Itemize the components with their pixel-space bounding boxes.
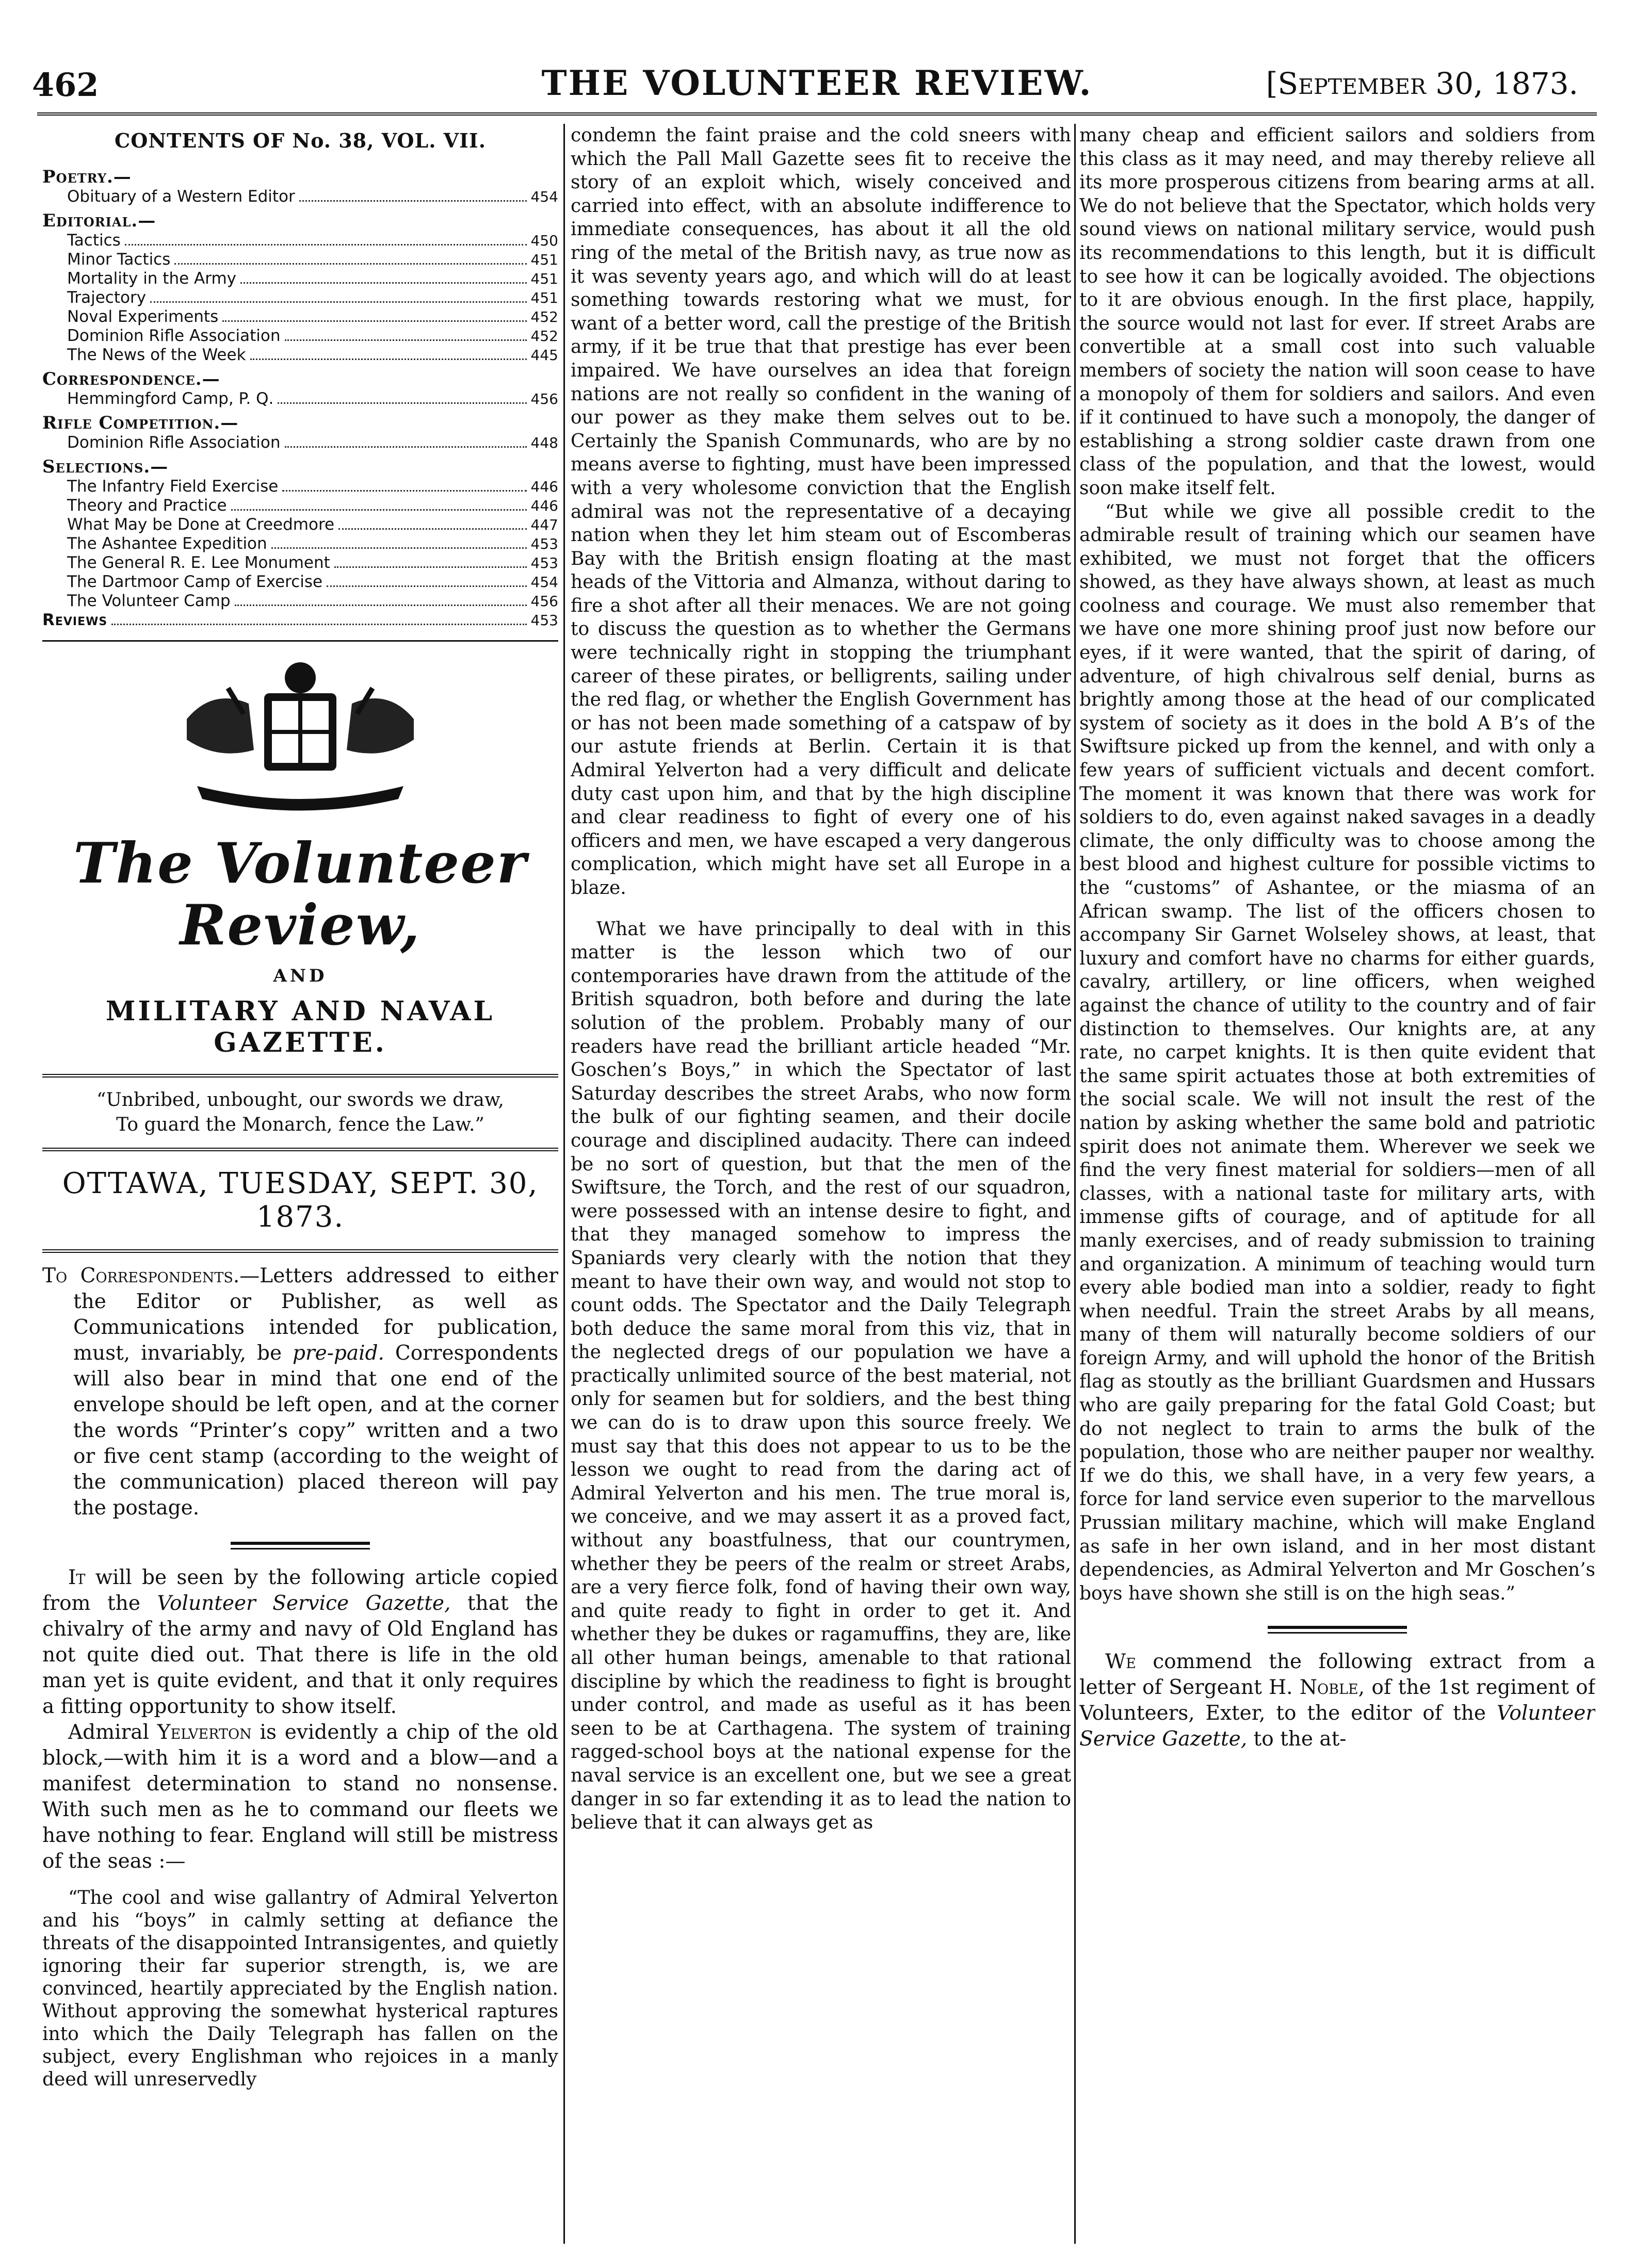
toc-item-title: Dominion Rifle Association — [67, 433, 281, 452]
contents-title: CONTENTS OF No. 38, VOL. VII. — [115, 129, 486, 152]
masthead-subtitle: MILITARY AND NAVAL GAZETTE. — [105, 996, 495, 1058]
article-paragraph — [42, 1565, 558, 1720]
quoted-paragraph: condemn the faint praise and the cold sneers with which the Pall Mall Gazette sees fit to receive the story of an exploit which, wisely conceived and carried into effect, with an absolute indifference to immediate consequences, has about it all the old ring of the metal of the British navy, as true now as it was seventy years ago, and which will do at least something towards restoring what we must, for want of a better word, call the prestige of the British army, if it be true that that prestige has ever been impaired. We have ourselves an idea that foreign nations are not really so confident in the waning of our power as they make them selves out to be. Certainly the Spanish Communards, who are by no means averse to fighting, must have been impressed with a very wholesome conviction that the English admiral was not the representative of a decaying nation when they let him steam out of Escomberas Bay with the British ensign floating at the mast heads of the Vittoria and Almanza, without daring to fire a shot after all their menaces. We are not going to discuss the question as to whether the Germans were technically right in stopping the triumphant career of these pirates, or belligrents, sailing under the red flag, or whether the English Government has or has not been made something of a catspaw of by our astute friends at Berlin. Certain it is that Admiral Yelverton had a very difficult and delicate duty cast upon him, and that by the high discipline and clear readiness to fight of every one of his officers and men, we have escaped a very dangerous complication, which might have set all Europe in a blaze. — [571, 125, 1071, 899]
toc-row — [42, 327, 558, 346]
contents-list — [42, 167, 558, 611]
toc-item-page: 445 — [530, 347, 558, 364]
toc-item-page: 456 — [530, 390, 558, 407]
toc-item-page: 453 — [530, 612, 558, 629]
sergeant-name: Noble — [1299, 1676, 1358, 1700]
toc-item-page: 452 — [530, 308, 558, 325]
toc-section-heading: Editorial.— — [42, 210, 156, 231]
toc-item-title: The Dartmoor Camp of Exercise — [67, 573, 323, 591]
toc-item-title: Minor Tactics — [67, 250, 171, 269]
toc-leader — [338, 528, 526, 530]
toc-row — [42, 389, 558, 409]
toc-row-reviews — [42, 611, 558, 630]
toc-item-title: What May be Done at Creedmore — [67, 515, 335, 534]
masthead-title: The Volunteer Review, — [73, 831, 527, 958]
toc-row — [42, 307, 558, 327]
toc-leader — [285, 339, 527, 341]
column-right — [1079, 124, 1595, 2244]
running-title: THE VOLUNTEER REVIEW. — [541, 63, 1093, 103]
toc-row — [42, 515, 558, 534]
motto — [42, 1088, 558, 1137]
article-text: will be seen by the following article copied from the — [42, 1566, 558, 1615]
section-rule — [1268, 1626, 1407, 1634]
divider — [42, 1074, 558, 1078]
article-text: to the at- — [1247, 1727, 1347, 1751]
toc-leader — [240, 282, 527, 284]
notice-emphasis: pre-paid. — [293, 1342, 384, 1365]
toc-item-title: Dominion Rifle Association — [67, 327, 281, 345]
toc-leader — [327, 585, 526, 587]
toc-leader — [231, 509, 527, 511]
toc-section-heading: Correspondence.— — [42, 369, 220, 389]
article-paragraph — [1079, 1649, 1595, 1752]
toc-item-page: 456 — [530, 593, 558, 610]
toc-item-page: 453 — [530, 554, 558, 572]
toc-leader — [271, 547, 527, 549]
toc-leader — [299, 200, 527, 202]
toc-item-title: Theory and Practice — [67, 496, 227, 515]
toc-row — [42, 269, 558, 288]
article-source: Volunteer Service Gazette, — [157, 1592, 451, 1615]
toc-item-title: Tactics — [67, 231, 121, 250]
toc-leader — [278, 402, 526, 404]
toc-section-heading: Poetry.— — [42, 167, 132, 187]
quoted-paragraph: “The cool and wise gallantry of Admiral Yelverton and his “boys” in calmly setting at defiance the threats of the disappointed Intransigentes, and quietly ignoring their far superior strength, is, we are convinced, heartily appreciated by the English nation. Without approving the somewhat hysterical raptures into which the Daily Telegraph has fallen on the subject, every Englishman who rejoices in a manly deed will unreservedly — [42, 1887, 558, 2090]
toc-item-title: The General R. E. Lee Monument — [67, 553, 330, 572]
toc-row — [42, 477, 558, 496]
toc-item-title: The News of the Week — [67, 346, 246, 364]
toc-row — [42, 231, 558, 250]
publication-name: Volunteer Service Gazette, — [1079, 1702, 1595, 1751]
toc-item-page: 451 — [530, 251, 558, 268]
toc-item-title: The Volunteer Camp — [67, 592, 231, 610]
masthead-and: AND — [273, 966, 328, 986]
admiral-name: Yelverton — [157, 1721, 252, 1744]
header-rule — [37, 112, 1597, 116]
toc-item-page: 453 — [530, 535, 558, 552]
notice-lead: To Correspondents. — [42, 1264, 240, 1287]
toc-row — [42, 288, 558, 307]
toc-item-page: 452 — [530, 328, 558, 345]
drop-lead: It — [68, 1566, 86, 1589]
toc-row — [42, 553, 558, 573]
toc-item-page: 447 — [530, 516, 558, 533]
drop-lead: We — [1105, 1650, 1136, 1674]
toc-leader — [282, 490, 526, 492]
toc-leader — [111, 624, 526, 625]
article-text: commend the following extract from a letter of Sergeant H. — [1079, 1650, 1595, 1700]
royal-coat-of-arms-emblem — [166, 657, 434, 812]
notice-rest: Correspondents will also bear in mind that one end of the envelope should be left open, and at the corner the words “Printer’s copy” written and a two or five cent stamp (according to the weight of the communication) placed thereon will pay the postage. — [73, 1342, 558, 1520]
divider — [42, 1249, 558, 1253]
toc-item-page: 454 — [530, 574, 558, 591]
motto-line: To guard the Monarch, fence the Law.” — [116, 1114, 484, 1135]
page-number: 462 — [32, 66, 99, 104]
toc-item-title: Hemmingford Camp, P. Q. — [67, 389, 274, 408]
article-text: , of the 1st regiment of Volunteers, Exter, to the editor of the — [1079, 1676, 1595, 1725]
toc-leader — [250, 358, 527, 360]
toc-leader — [125, 244, 527, 246]
quoted-paragraph: “But while we give all possible credit to the admirable result of training which our seamen have exhibited, we must not forget that the officers showed, as they have always shown, at least as much coolness and courage. We must also remember that we have one more shining proof just now before our eyes, if it were wanted, that the spirit of daring, of adventure, of high chivalrous self denial, burns as brightly among those at the head of our complicated system of society as it does in the bold A B’s of the Swiftsure picked up from the kennel, and with only a few years of sufficient victuals and decent comfort. The moment it was known that there was work for soldiers to do, even against naked savages in a deadly climate, the only difficulty was to choose among the best blood and highest culture for possible victims to the “customs” of Ashantee, or the miasma of an African swamp. The list of the officers chosen to accompany Sir Garnet Wolseley shows, at least, that luxury and comfort have no charms for either guards, cavalry, artillery, or line officers, when weighed against the chance of utility to the country and of fair distinction to themselves. Our knights are, at any rate, no carpet knights. It is then quite evident that the same spirit actuates those at both extremities of the social scale. We will not insult the rest of the nation by asking whether the same bold and patriotic spirit does not animate them. Wherever we seek we find the very finest material for soldiers—men of all classes, with a national taste for military arts, with immense gifts of courage, and of aptitude for all manly exercises, and of ready submission to training and organization. A minimum of teaching would turn every able bodied man into a soldier, ready to fight when needful. Train the street Arabs by all means, many of them will naturally become soldiers of our foreign Army, and will uphold the honor of the British flag as stoutly as the brilliant Guardsmen and Hussars who are gaily preparing for the fatal Gold Coast; but do not neglect to train to arms the bulk of the population, those who are neither pauper nor wealthy. If we do this, we shall have, in a very few years, a force for land service even superior to the marvellous Prussian military machine, which will make England as safe in her own island, and in her most distant dependencies, as Admiral Yelverton and Mr Goschen’s boys have shown she still is on the high seas.” — [1079, 501, 1595, 1604]
toc-section-heading: Selections.— — [42, 456, 169, 477]
toc-leader — [235, 605, 527, 606]
article-paragraph — [42, 1720, 558, 1874]
column-divider — [563, 124, 565, 2244]
article-text: that the chivalry of the army and navy of Old England has not quite died out. That there is life in the old man yet is quite evident, and that it only requires a fitting opportunity to show itself. — [42, 1592, 558, 1718]
toc-row — [42, 534, 558, 553]
toc-item-page: 446 — [530, 478, 558, 495]
toc-row — [42, 433, 558, 452]
toc-leader — [334, 566, 527, 568]
divider — [42, 640, 558, 642]
toc-item-title: Noval Experiments — [67, 307, 219, 326]
toc-item-page: 454 — [530, 188, 558, 205]
column-middle — [571, 124, 1071, 2244]
notice-to-correspondents — [42, 1263, 558, 1521]
notice-body: —Letters addressed to either the Editor or Publisher, as well as Communications intended for publication, must, invariably, be — [73, 1264, 558, 1365]
issue-date: [September 30, 1873. — [1266, 66, 1578, 101]
toc-item-page: 448 — [530, 434, 558, 451]
toc-row — [42, 250, 558, 269]
toc-row — [42, 573, 558, 592]
toc-row — [42, 346, 558, 365]
motto-line: “Unbribed, unbought, our swords we draw, — [96, 1089, 504, 1111]
toc-item-page: 451 — [530, 289, 558, 306]
toc-item-title: The Ashantee Expedition — [67, 534, 267, 553]
toc-leader — [150, 301, 526, 303]
quoted-paragraph: What we have principally to deal with in this matter is the lesson which two of our contemporaries have drawn from the attitude of the British squadron, both before and during the late solution of the problem. Probably many of our readers have read the brilliant article headed “Mr. Goschen’s Boys,” in which the Spectator of last Saturday describes the street Arabs, who now form the bulk of our fighting seamen, and their docile courage and disciplined audacity. There can indeed be no sort of question, but that the men of the Swiftsure, the Torch, and the rest of our squadron, were possessed with an intense desire to fight, and that they managed somehow to impress the Spaniards very clearly with the notion that they meant to have their own way, and would not stop to count odds. The Spectator and the Daily Telegraph both deduce the same moral from this viz, that in the neglected dregs of our population we have a practically unlimited source of the best material, not only for seamen but for soldiers, and the best thing we can do is to draw upon this source freely. We must say that this does not appear to us to be the lesson we ought to read from the daring act of Admiral Yelverton and his men. The true moral is, we conceive, and we may assert it as a proved fact, without any boastfulness, that our countrymen, whether they be peers of the realm or street Arabs, are a very fierce folk, fond of having their own way, and quite ready to fight in order to get it. And whether they be dukes or ragamuffins, they are, like all other human beings, amenable to that rational discipline by which the readiness to fight is brought under control, and made as useful as it has been seen to be at Carthagena. The system of training ragged-school boys at the national expense for the naval service is an excellent one, but we see a great danger in so far extending it as to lead the nation to believe that it can always get as — [571, 918, 1071, 1834]
page-header — [0, 0, 1634, 124]
article-text: Admiral — [68, 1721, 157, 1744]
divider — [42, 1148, 558, 1151]
article-text: is evidently a chip of the old block,—with him it is a word and a blow—and a manifest determination to stand no nonsense. With such men as he to command our fleets we have nothing to fear. England will still be mistress of the seas :— — [42, 1721, 558, 1873]
toc-row — [42, 592, 558, 611]
toc-leader — [222, 320, 526, 322]
toc-section-heading: Rifle Competition.— — [42, 413, 239, 433]
toc-item-title: Obituary of a Western Editor — [67, 187, 295, 206]
toc-item-title: The Infantry Field Exercise — [67, 477, 279, 496]
toc-leader — [285, 446, 527, 448]
dateline: OTTAWA, TUESDAY, SEPT. 30, 1873. — [62, 1167, 539, 1234]
toc-item-title: Trajectory — [67, 288, 147, 307]
column-left — [42, 124, 558, 2244]
section-rule — [231, 1542, 370, 1549]
toc-item-page: 451 — [530, 270, 558, 287]
toc-row — [42, 496, 558, 515]
toc-row — [42, 187, 558, 206]
column-divider — [1074, 124, 1076, 2244]
toc-leader — [174, 263, 526, 265]
toc-item-title: Mortality in the Army — [67, 269, 236, 288]
toc-item-page: 450 — [530, 232, 558, 249]
quoted-paragraph: many cheap and efficient sailors and soldiers from this class as it may need, and may thereby relieve all its more prosperous citizens from bearing arms at all. We do not believe that the Spectator, which holds very sound views on national military service, would push its recommendations to this length, but it is difficult to see how it can be logically avoided. The objections to it are obvious enough. In the first place, happily, the source would not last for ever. If street Arabs are convertible at a small cost into such valuable members of society the nation will soon cease to have a monopoly of them for soldiers and sailors. And even if it continued to have such a monopoly, the danger of establishing a strong soldier caste drawn from one class of the population, and that the lowest, would soon make itself felt. — [1079, 125, 1595, 499]
toc-item-page: 446 — [530, 497, 558, 514]
toc-item-title: Reviews — [42, 611, 108, 629]
